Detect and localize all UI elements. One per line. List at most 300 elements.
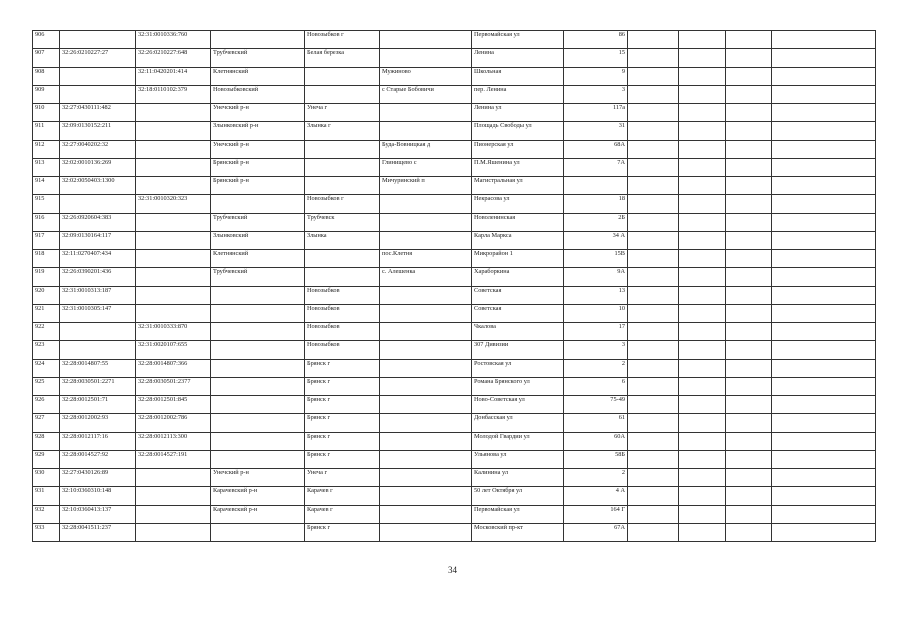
table-cell: [136, 505, 211, 523]
table-cell: [136, 122, 211, 140]
table-cell: 2: [564, 469, 628, 487]
empty-cell: [628, 268, 679, 286]
row-number-cell: 928: [33, 432, 60, 450]
empty-cell: [772, 286, 876, 304]
empty-cell: [679, 469, 726, 487]
row-number-cell: 911: [33, 122, 60, 140]
empty-cell: [726, 487, 772, 505]
row-number-cell: 933: [33, 523, 60, 541]
empty-cell: [772, 432, 876, 450]
empty-cell: [679, 140, 726, 158]
table-cell: [380, 414, 472, 432]
table-cell: Брянск г: [305, 450, 380, 468]
table-cell: [380, 104, 472, 122]
table-cell: [136, 140, 211, 158]
table-cell: [380, 195, 472, 213]
table-cell: [136, 268, 211, 286]
empty-cell: [679, 177, 726, 195]
empty-cell: [679, 450, 726, 468]
table-cell: [211, 359, 305, 377]
empty-cell: [772, 231, 876, 249]
table-cell: 3: [564, 85, 628, 103]
table-cell: Злынковский: [211, 231, 305, 249]
table-cell: Карачев г: [305, 487, 380, 505]
table-row: [33, 523, 876, 541]
empty-cell: [726, 377, 772, 395]
table-cell: [136, 487, 211, 505]
table-cell: 32:26:0210227:27: [60, 49, 136, 67]
table-cell: Унечский р-н: [211, 140, 305, 158]
empty-cell: [679, 231, 726, 249]
table-row: [33, 140, 876, 158]
empty-cell: [772, 359, 876, 377]
table-cell: Трубчевский: [211, 268, 305, 286]
table-cell: Первомайская ул: [472, 31, 564, 49]
empty-cell: [726, 323, 772, 341]
table-row: [33, 195, 876, 213]
table-cell: Злынковский р-н: [211, 122, 305, 140]
table-cell: [136, 104, 211, 122]
table-cell: Белая березка: [305, 49, 380, 67]
table-cell: 164 Г: [564, 505, 628, 523]
table-cell: Брянск г: [305, 414, 380, 432]
table-row: [33, 250, 876, 268]
table-row: [33, 177, 876, 195]
empty-cell: [726, 195, 772, 213]
table-row: [33, 432, 876, 450]
table-cell: 32:28:0041511:237: [60, 523, 136, 541]
empty-cell: [772, 396, 876, 414]
row-number-cell: 927: [33, 414, 60, 432]
table-cell: Романа Брянского ул: [472, 377, 564, 395]
empty-cell: [726, 177, 772, 195]
empty-cell: [726, 450, 772, 468]
empty-cell: [628, 231, 679, 249]
table-cell: 32:18:0110102:379: [136, 85, 211, 103]
table-cell: Мужиново: [380, 67, 472, 85]
table-cell: [380, 49, 472, 67]
empty-cell: [726, 469, 772, 487]
table-cell: Карачевский р-н: [211, 505, 305, 523]
empty-cell: [628, 213, 679, 231]
table-cell: [305, 177, 380, 195]
table-cell: [564, 177, 628, 195]
table-cell: [305, 158, 380, 176]
table-cell: [136, 177, 211, 195]
empty-cell: [772, 85, 876, 103]
table-row: [33, 158, 876, 176]
empty-cell: [726, 231, 772, 249]
empty-cell: [679, 487, 726, 505]
empty-cell: [726, 49, 772, 67]
table-cell: [380, 487, 472, 505]
table-cell: [60, 341, 136, 359]
table-cell: 32:27:0430111:482: [60, 104, 136, 122]
empty-cell: [679, 523, 726, 541]
table-cell: Унеча г: [305, 469, 380, 487]
table-cell: 32:28:0014807:55: [60, 359, 136, 377]
table-cell: 32:09:0130152:211: [60, 122, 136, 140]
table-cell: пер. Ленина: [472, 85, 564, 103]
empty-cell: [726, 250, 772, 268]
empty-cell: [628, 469, 679, 487]
empty-cell: [726, 432, 772, 450]
table-cell: с. Алешенка: [380, 268, 472, 286]
table-cell: Новозыбков: [305, 323, 380, 341]
table-cell: Трубчевск: [305, 213, 380, 231]
table-row: [33, 286, 876, 304]
empty-cell: [772, 414, 876, 432]
empty-cell: [772, 450, 876, 468]
table-cell: Советская: [472, 286, 564, 304]
table-cell: [380, 432, 472, 450]
table-cell: 58Б: [564, 450, 628, 468]
table-cell: Брянский р-н: [211, 177, 305, 195]
table-cell: 32:26:0390201:436: [60, 268, 136, 286]
empty-cell: [628, 195, 679, 213]
row-number-cell: 922: [33, 323, 60, 341]
table-row: [33, 505, 876, 523]
empty-cell: [772, 195, 876, 213]
empty-cell: [628, 104, 679, 122]
empty-cell: [628, 250, 679, 268]
table-cell: [136, 231, 211, 249]
empty-cell: [628, 396, 679, 414]
table-row: [33, 49, 876, 67]
table-cell: 32:28:0030501:2377: [136, 377, 211, 395]
table-cell: 307 Дивизии: [472, 341, 564, 359]
empty-cell: [679, 414, 726, 432]
empty-cell: [772, 487, 876, 505]
empty-cell: [726, 31, 772, 49]
empty-cell: [772, 268, 876, 286]
table-cell: 34 А: [564, 231, 628, 249]
row-number-cell: 932: [33, 505, 60, 523]
table-cell: [211, 323, 305, 341]
table-cell: Брянск г: [305, 523, 380, 541]
table-cell: 75-49: [564, 396, 628, 414]
table-cell: [211, 414, 305, 432]
table-cell: [380, 323, 472, 341]
empty-cell: [726, 67, 772, 85]
table-cell: 32:28:0012501:71: [60, 396, 136, 414]
empty-cell: [628, 323, 679, 341]
row-number-cell: 907: [33, 49, 60, 67]
table-cell: 2: [564, 359, 628, 377]
table-cell: 32:31:0010333:870: [136, 323, 211, 341]
empty-cell: [628, 432, 679, 450]
table-cell: Московский пр-кт: [472, 523, 564, 541]
table-cell: Клетнянский: [211, 250, 305, 268]
table-cell: пос.Клетня: [380, 250, 472, 268]
empty-cell: [679, 268, 726, 286]
row-number-cell: 908: [33, 67, 60, 85]
table-cell: Донбасская ул: [472, 414, 564, 432]
empty-cell: [628, 450, 679, 468]
table-cell: 32:09:0130164:117: [60, 231, 136, 249]
empty-cell: [679, 213, 726, 231]
table-cell: [380, 31, 472, 49]
table-cell: Школьная: [472, 67, 564, 85]
table-cell: Ново-Советская ул: [472, 396, 564, 414]
empty-cell: [726, 414, 772, 432]
table-cell: 18: [564, 195, 628, 213]
table-cell: [211, 432, 305, 450]
table-cell: 2Б: [564, 213, 628, 231]
table-cell: [136, 213, 211, 231]
table-cell: [136, 304, 211, 322]
row-number-cell: 926: [33, 396, 60, 414]
table-cell: 9: [564, 67, 628, 85]
register-rows: [33, 31, 876, 542]
table-cell: 50 лет Октября ул: [472, 487, 564, 505]
table-cell: 117а: [564, 104, 628, 122]
table-cell: 32:31:0010320:323: [136, 195, 211, 213]
row-number-cell: 912: [33, 140, 60, 158]
table-cell: 32:10:0360310:148: [60, 487, 136, 505]
table-cell: 67А: [564, 523, 628, 541]
table-cell: Калинина ул: [472, 469, 564, 487]
table-cell: Советская: [472, 304, 564, 322]
empty-cell: [726, 341, 772, 359]
table-cell: Брянск г: [305, 396, 380, 414]
table-row: [33, 104, 876, 122]
empty-cell: [726, 286, 772, 304]
table-cell: Брянск г: [305, 359, 380, 377]
empty-cell: [772, 177, 876, 195]
table-cell: Буда-Вовницкая д: [380, 140, 472, 158]
table-cell: 32:02:0010136:269: [60, 158, 136, 176]
table-cell: [60, 67, 136, 85]
table-cell: 15: [564, 49, 628, 67]
empty-cell: [679, 323, 726, 341]
table-cell: [136, 469, 211, 487]
table-cell: 32:31:0010305:147: [60, 304, 136, 322]
register-table: [32, 30, 876, 542]
table-cell: [380, 286, 472, 304]
table-cell: [305, 85, 380, 103]
empty-cell: [679, 67, 726, 85]
table-row: [33, 231, 876, 249]
table-cell: [380, 523, 472, 541]
empty-cell: [679, 341, 726, 359]
table-cell: Карачевский р-н: [211, 487, 305, 505]
table-cell: Клетнянский: [211, 67, 305, 85]
empty-cell: [679, 396, 726, 414]
empty-cell: [679, 85, 726, 103]
table-cell: Ульянова ул: [472, 450, 564, 468]
empty-cell: [679, 359, 726, 377]
table-cell: Унеча г: [305, 104, 380, 122]
table-cell: Магистральная ул: [472, 177, 564, 195]
table-cell: [380, 377, 472, 395]
table-cell: Новоленинская: [472, 213, 564, 231]
table-cell: [136, 286, 211, 304]
table-cell: 3: [564, 341, 628, 359]
empty-cell: [772, 31, 876, 49]
empty-cell: [679, 49, 726, 67]
table-cell: Микрорайон 1: [472, 250, 564, 268]
empty-cell: [628, 122, 679, 140]
table-cell: 32:31:0010336:760: [136, 31, 211, 49]
table-cell: [211, 523, 305, 541]
table-cell: Молодой Гвардии ул: [472, 432, 564, 450]
table-row: [33, 341, 876, 359]
table-cell: 32:28:0014807:366: [136, 359, 211, 377]
table-cell: [60, 31, 136, 49]
empty-cell: [628, 377, 679, 395]
empty-cell: [679, 505, 726, 523]
table-cell: [380, 450, 472, 468]
table-row: [33, 31, 876, 49]
table-cell: Некрасова ул: [472, 195, 564, 213]
empty-cell: [772, 122, 876, 140]
table-cell: Карачев г: [305, 505, 380, 523]
row-number-cell: 921: [33, 304, 60, 322]
empty-cell: [726, 523, 772, 541]
row-number-cell: 920: [33, 286, 60, 304]
table-cell: Новозыбков: [305, 304, 380, 322]
table-cell: [380, 396, 472, 414]
table-cell: 32:28:0012117:16: [60, 432, 136, 450]
table-row: [33, 67, 876, 85]
table-row: [33, 304, 876, 322]
table-cell: 32:28:0014527:191: [136, 450, 211, 468]
table-cell: [211, 286, 305, 304]
row-number-cell: 906: [33, 31, 60, 49]
table-cell: 61: [564, 414, 628, 432]
row-number-cell: 910: [33, 104, 60, 122]
table-cell: Ростовская ул: [472, 359, 564, 377]
table-cell: [380, 122, 472, 140]
table-cell: 17: [564, 323, 628, 341]
row-number-cell: 930: [33, 469, 60, 487]
table-cell: [380, 213, 472, 231]
table-cell: с Старые Бобовичи: [380, 85, 472, 103]
empty-cell: [772, 469, 876, 487]
empty-cell: [772, 213, 876, 231]
table-cell: 31: [564, 122, 628, 140]
empty-cell: [628, 304, 679, 322]
table-cell: 9А: [564, 268, 628, 286]
table-row: [33, 414, 876, 432]
table-row: [33, 213, 876, 231]
table-cell: Пионерская ул: [472, 140, 564, 158]
table-row: [33, 487, 876, 505]
table-cell: Брянск г: [305, 377, 380, 395]
empty-cell: [628, 505, 679, 523]
table-cell: 7А: [564, 158, 628, 176]
table-cell: 32:31:0020107:655: [136, 341, 211, 359]
empty-cell: [628, 359, 679, 377]
empty-cell: [772, 323, 876, 341]
table-cell: 32:10:0360413:137: [60, 505, 136, 523]
empty-cell: [628, 158, 679, 176]
table-cell: 4 А: [564, 487, 628, 505]
table-cell: Брянский р-н: [211, 158, 305, 176]
empty-cell: [679, 377, 726, 395]
empty-cell: [726, 213, 772, 231]
empty-cell: [772, 104, 876, 122]
empty-cell: [726, 158, 772, 176]
table-cell: [380, 469, 472, 487]
table-cell: [211, 341, 305, 359]
row-number-cell: 929: [33, 450, 60, 468]
table-cell: 32:31:0010313:187: [60, 286, 136, 304]
empty-cell: [628, 67, 679, 85]
table-cell: П.М.Яшенина ул: [472, 158, 564, 176]
table-cell: 32:11:0270407:434: [60, 250, 136, 268]
table-cell: [305, 250, 380, 268]
empty-cell: [772, 304, 876, 322]
empty-cell: [726, 304, 772, 322]
table-cell: Новозыбков: [305, 341, 380, 359]
table-cell: [211, 31, 305, 49]
table-cell: 32:28:0012501:845: [136, 396, 211, 414]
table-cell: 32:28:0030501:2271: [60, 377, 136, 395]
table-cell: 68А: [564, 140, 628, 158]
table-cell: 86: [564, 31, 628, 49]
empty-cell: [726, 122, 772, 140]
empty-cell: [628, 49, 679, 67]
row-number-cell: 924: [33, 359, 60, 377]
empty-cell: [679, 195, 726, 213]
empty-cell: [679, 122, 726, 140]
table-cell: Площадь Свободы ул: [472, 122, 564, 140]
table-row: [33, 359, 876, 377]
empty-cell: [679, 250, 726, 268]
row-number-cell: 917: [33, 231, 60, 249]
empty-cell: [772, 341, 876, 359]
table-cell: [136, 523, 211, 541]
empty-cell: [628, 140, 679, 158]
table-cell: Глинищево с: [380, 158, 472, 176]
table-cell: 32:28:0014527:92: [60, 450, 136, 468]
empty-cell: [628, 31, 679, 49]
table-cell: Мичуринский п: [380, 177, 472, 195]
table-row: [33, 377, 876, 395]
table-cell: [380, 505, 472, 523]
table-row: [33, 469, 876, 487]
table-cell: [380, 341, 472, 359]
row-number-cell: 916: [33, 213, 60, 231]
table-cell: [211, 195, 305, 213]
empty-cell: [679, 104, 726, 122]
empty-cell: [679, 158, 726, 176]
table-cell: [211, 396, 305, 414]
table-cell: 60А: [564, 432, 628, 450]
empty-cell: [628, 487, 679, 505]
table-row: [33, 323, 876, 341]
empty-cell: [772, 250, 876, 268]
table-cell: Злынка: [305, 231, 380, 249]
row-number-cell: 915: [33, 195, 60, 213]
row-number-cell: 923: [33, 341, 60, 359]
row-number-cell: 918: [33, 250, 60, 268]
table-cell: 32:28:0012002:786: [136, 414, 211, 432]
table-cell: [305, 140, 380, 158]
empty-cell: [679, 304, 726, 322]
table-cell: 32:26:0210227:648: [136, 49, 211, 67]
empty-cell: [628, 177, 679, 195]
table-cell: Ленина ул: [472, 104, 564, 122]
table-cell: Новозыбков г: [305, 31, 380, 49]
table-cell: [60, 323, 136, 341]
empty-cell: [772, 377, 876, 395]
empty-cell: [726, 85, 772, 103]
table-cell: [211, 450, 305, 468]
empty-cell: [726, 396, 772, 414]
